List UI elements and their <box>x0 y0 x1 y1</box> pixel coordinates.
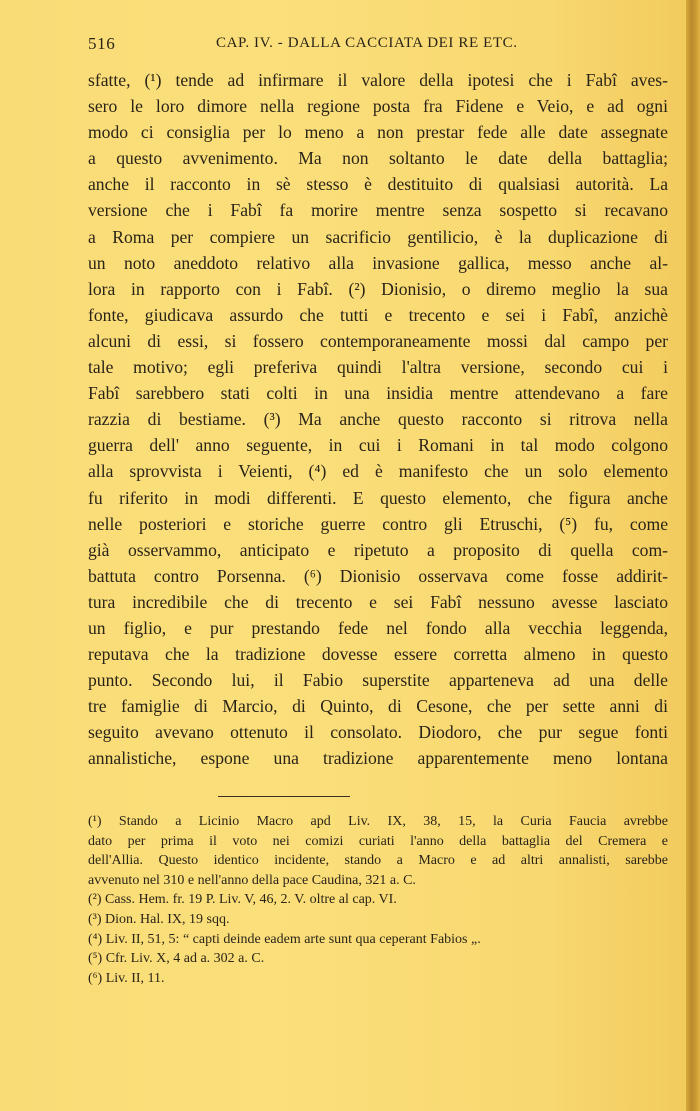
body-line: fu riferito in modi differenti. E questo elemento, che figura anche <box>88 487 668 508</box>
footnote-line: (¹) Stando a Licinio Macro apd Liv. IX, 38, 15, la Curia Faucia avrebbe <box>88 814 668 829</box>
footnote-line: dato per prima il voto nei comizi curiati l'anno della battaglia del Cremera e <box>88 833 668 849</box>
body-line: fonte, giudicava assurdo che tutti e trecento e sei i Fabî, anzichè <box>88 304 668 325</box>
body-line: tale motivo; egli preferiva quindi l'altra versione, secondo cui i <box>88 357 668 378</box>
footnote-line: dell'Allia. Questo identico incidente, stando a Macro e ad altri annalisti, sarebbe <box>88 853 668 869</box>
body-line: Fabî sarebbero stati colti in una insidia mentre attendevano a fare <box>88 383 668 404</box>
body-line: alla sprovvista i Veienti, (⁴) ed è manifesto che un solo elemento <box>88 461 668 482</box>
body-line: alcuni di essi, si fossero contemporaneamente mossi dal campo per <box>88 330 668 351</box>
body-line: tre famiglie di Marcio, di Quinto, di Cesone, che per sette anni di <box>88 696 668 717</box>
footnote-line: (⁵) Cfr. Liv. X, 4 ad a. 302 a. C. <box>88 951 265 967</box>
footnote-line: (⁴) Liv. II, 51, 5: “ capti deinde eadem arte sunt qua ceperant Fabios „. <box>88 931 481 947</box>
body-line: un figlio, e pur prestando fede nel fondo alla vecchia leggenda, <box>88 617 668 638</box>
body-line: nelle posteriori e storiche guerre contro gli Etruschi, (⁵) fu, come <box>88 513 668 534</box>
body-line: un noto aneddoto relativo alla invasione gallica, messo anche al- <box>88 252 668 273</box>
body-line: a questo avvenimento. Ma non soltanto le date della battaglia; <box>88 148 668 169</box>
footnote-line: (⁶) Liv. II, 11. <box>88 970 165 986</box>
body-line: versione che i Fabî fa morire mentre senza sospetto si recavano <box>88 200 668 221</box>
footnotes <box>88 812 668 988</box>
body-line: razzia di bestiame. (³) Ma anche questo racconto si ritrova nella <box>88 409 668 430</box>
body-text <box>88 67 668 772</box>
page-header <box>88 34 668 56</box>
page-number: 516 <box>88 34 116 53</box>
body-line: sfatte, (¹) tende ad infirmare il valore della ipotesi che i Fabî aves- <box>88 70 668 90</box>
page-edge <box>686 0 700 1111</box>
body-line: anche il racconto in sè stesso è destituito di qualsiasi autorità. La <box>88 174 668 195</box>
footnote-line: (³) Dion. Hal. IX, 19 sqq. <box>88 911 230 927</box>
body-line: battuta contro Porsenna. (⁶) Dionisio osservava come fosse addirit- <box>88 565 668 586</box>
body-line: seguito avevano ottenuto il consolato. Diodoro, che pur segue fonti <box>88 722 668 743</box>
body-line: già osservammo, anticipato e ripetuto a proposito di quella com- <box>88 539 668 560</box>
body-line: lora in rapporto con i Fabî. (²) Dionisio, o diremo meglio la sua <box>88 278 668 299</box>
footnote-line: (²) Cass. Hem. fr. 19 P. Liv. V, 46, 2. V. oltre al cap. VI. <box>88 892 397 908</box>
body-line: sero le loro dimore nella regione posta fra Fidene e Veio, e ad ogni <box>88 96 668 117</box>
footnote-line: avvenuto nel 310 e nell'anno della pace Caudina, 321 a. C. <box>88 872 416 888</box>
body-line: reputava che la tradizione dovesse essere corretta almeno in questo <box>88 644 668 665</box>
body-line: guerra dell' anno seguente, in cui i Romani in tal modo colgono <box>88 435 668 456</box>
body-line: tura incredibile che di trecento e sei Fabî nessuno avesse lasciato <box>88 591 668 612</box>
footnote-separator <box>218 796 350 797</box>
running-head: CAP. IV. - DALLA CACCIATA DEI RE ETC. <box>216 35 518 51</box>
body-line: punto. Secondo lui, il Fabio superstite apparteneva ad una delle <box>88 670 668 691</box>
body-line: a Roma per compiere un sacrificio gentilicio, è la duplicazione di <box>88 226 668 247</box>
body-line: modo ci consiglia per lo meno a non prestar fede alle date assegnate <box>88 122 668 143</box>
body-line: annalistiche, espone una tradizione apparentemente meno lontana <box>88 748 668 769</box>
